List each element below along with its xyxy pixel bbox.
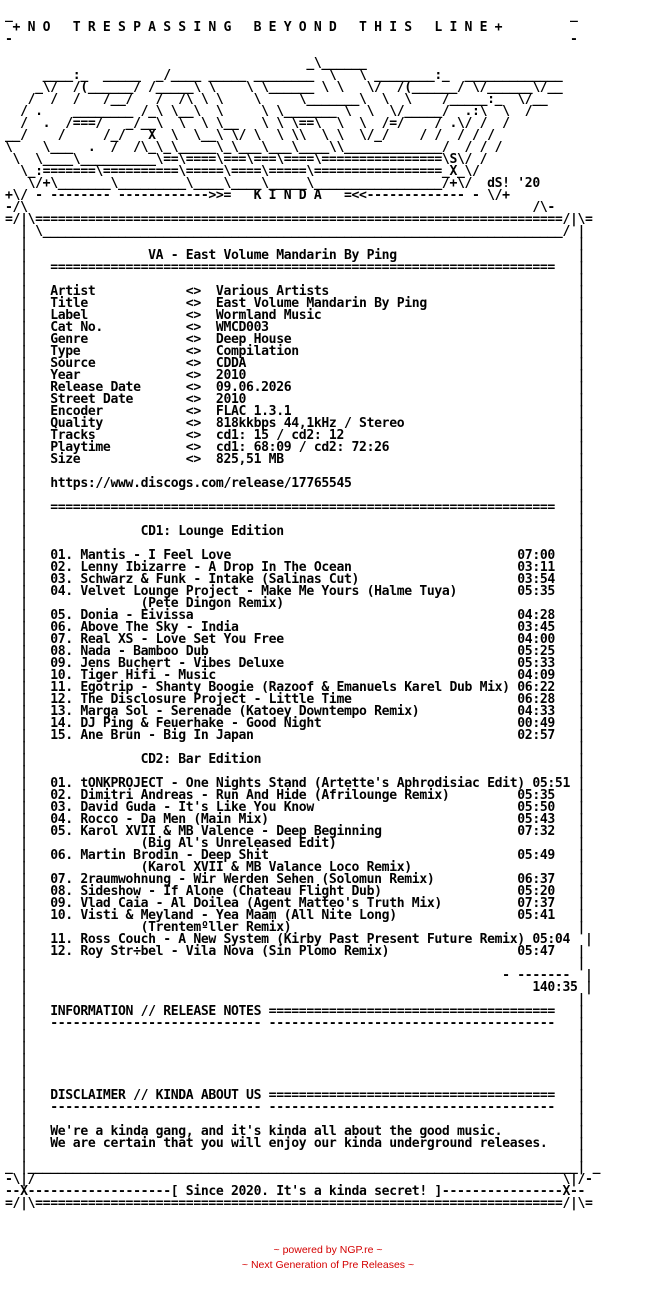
nfo-line: | Year <> 2010 | bbox=[5, 368, 586, 383]
nfo-line: | Cat No. <> WMCD003 | bbox=[5, 320, 586, 335]
nfo-line: | Quality <> 818kkbps 44,1kHz / Stereo | bbox=[5, 416, 586, 431]
nfo-line: +\/ - -------- ------------>>= K I N D A =<<------------- - \/+ bbox=[5, 188, 510, 203]
nfo-line: | VA - East Volume Mandarin By Ping | bbox=[5, 248, 586, 263]
nfo-line: | ---------------------------- -------------------------------------- | bbox=[5, 1100, 586, 1115]
nfo-line: | 06. Above The Sky - India 03:45 | bbox=[5, 620, 586, 635]
nfo-line: | 01. tONKPROJECT - One Nights Stand (Artette's Aphrodisiac Edit) 05:51 | bbox=[5, 776, 586, 791]
nfo-line: =/|\======================================================================/|\= bbox=[5, 1196, 593, 1211]
nfo-line: | (Karol XVII & MB Valance Loco Remix) | bbox=[5, 860, 586, 875]
nfo-line: | CD2: Bar Edition | bbox=[5, 752, 586, 767]
nfo-line: _ _ bbox=[5, 8, 578, 23]
nfo-line: | We are certain that you will enjoy our kinda underground releases. | bbox=[5, 1136, 586, 1151]
nfo-line: | 15. Ane Brun - Big In Japan 02:57 | bbox=[5, 728, 586, 743]
nfo-line: | | bbox=[5, 992, 586, 1007]
nfo-line: | Type <> Compilation | bbox=[5, 344, 586, 359]
nfo-line: \_:=======\==========\=====\====\=====\=================_X_\/ bbox=[5, 164, 480, 179]
nfo-line: / . /===/ _/__\ \ \ \__ \ \ \==\ \ \ /=/ / .\/ / / bbox=[5, 116, 510, 131]
nfo-line: | \_____________________________________________________________________/ | bbox=[5, 224, 586, 239]
nfo-line: -\|/ \|/- bbox=[5, 1172, 593, 1187]
nfo-line: __/ / /_/ X \ \__\ \/ \ \ \\ \ \ \/_/ / / / / / bbox=[5, 128, 495, 143]
nfo-line: --X-------------------[ Since 2020. It's a kinda secret! ]----------------X-- bbox=[5, 1184, 586, 1199]
nfo-line: | Release Date <> 09.06.2026 | bbox=[5, 380, 586, 395]
nfo-line: | | bbox=[5, 236, 586, 251]
nfo-line: | | bbox=[5, 764, 586, 779]
nfo-line: | 05. Karol XVII & MB Valence - Deep Beginning 07:32 | bbox=[5, 824, 586, 839]
footer bbox=[0, 1243, 656, 1273]
nfo-line: | Label <> Wormland Music | bbox=[5, 308, 586, 323]
nfo-line: | (Trentemºller Remix) | bbox=[5, 920, 586, 935]
nfo-line: | 04. Velvet Lounge Project - Make Me Yours (Halme Tuya) 05:35 | bbox=[5, 584, 586, 599]
nfo-line: | 01. Mantis - I Feel Love 07:00 | bbox=[5, 548, 586, 563]
nfo-line: | CD1: Lounge Edition | bbox=[5, 524, 586, 539]
nfo-line: | | bbox=[5, 536, 586, 551]
nfo-line: | | bbox=[5, 1112, 586, 1127]
nfo-line: -/\ /\- bbox=[5, 200, 555, 215]
nfo-line: | 02. Dimitri Andreas - Run And Hide (Afrilounge Remix) 05:35 | bbox=[5, 788, 586, 803]
nfo-line: | 02. Lenny Ibizarre - A Drop In The Ocean 03:11 | bbox=[5, 560, 586, 575]
nfo-line: | =================================================================== | bbox=[5, 260, 586, 275]
nfo-line: | https://www.discogs.com/release/17765545 | bbox=[5, 476, 586, 491]
nfo-line: | 12. Roy Str÷bel - Vila Nova (Sin Plomo Remix) 05:47 | bbox=[5, 944, 586, 959]
nfo-line: | (Pete Dingon Remix) | bbox=[5, 596, 586, 611]
nfo-line: | Title <> East Volume Mandarin By Ping | bbox=[5, 296, 586, 311]
nfo-line: | 140:35 | bbox=[5, 980, 593, 995]
nfo-line: | | bbox=[5, 740, 586, 755]
nfo-line: | 07. Real XS - Love Set You Free 04:00 | bbox=[5, 632, 586, 647]
nfo-line: | We're a kinda gang, and it's kinda all about the good music. | bbox=[5, 1124, 586, 1139]
nfo-line: | 07. 2raumwohnung - Wir Werden Sehen (Solomun Remix) 06:37 | bbox=[5, 872, 586, 887]
nfo-line: =/|\======================================================================/|\= bbox=[5, 212, 593, 227]
nfo-line: | | bbox=[5, 956, 586, 971]
nfo-line: | | bbox=[5, 488, 586, 503]
nfo-line: | 11. Egotrip - Shanty Boogie (Razoof & Emanuels Karel Dub Mix) 06:22 | bbox=[5, 680, 586, 695]
nfo-line: | 05. Donia - Eivissa 04:28 | bbox=[5, 608, 586, 623]
nfo-line: / / / /__/ / /\ \ \ \ \_______\ \ \ /_____:_ \/__ bbox=[5, 92, 548, 107]
nfo-line: | | bbox=[5, 1076, 586, 1091]
powered-by-link[interactable]: ~ powered by NGP.re ~ bbox=[273, 1244, 383, 1256]
nfo-line: | Encoder <> FLAC 1.3.1 | bbox=[5, 404, 586, 419]
nfo-line: | - ------- | bbox=[5, 968, 593, 983]
nfo-line: | 03. Schwarz & Funk - Intake (Salinas Cut) 03:54 | bbox=[5, 572, 586, 587]
nfo-line: | Tracks <> cd1: 15 / cd2: 12 | bbox=[5, 428, 586, 443]
nfo-text-block bbox=[5, 10, 600, 1210]
nfo-line: | 03. David Guda - It's Like You Know 05:50 | bbox=[5, 800, 586, 815]
nfo-line: | Genre <> Deep House | bbox=[5, 332, 586, 347]
nfo-line: | | bbox=[5, 512, 586, 527]
nfo-line: | | bbox=[5, 1052, 586, 1067]
nfo-line: | 10. Tiger Hifi - Music 04:09 | bbox=[5, 668, 586, 683]
nfo-line: / . ________ /_\ \__\ \ \ \_______ \ \ \/_____/ .:\ \ / bbox=[5, 104, 533, 119]
nfo-line: | ---------------------------- -------------------------------------- | bbox=[5, 1016, 586, 1031]
nfo-line: | INFORMATION // RELEASE NOTES ====================================== | bbox=[5, 1004, 586, 1019]
nfo-line: | 09. Vlad Caia - Al Doilea (Agent Matteo's Truth Mix) 07:37 | bbox=[5, 896, 586, 911]
nfo-line: \ \___ . / /\_\_\_____\_\___\___\____\\_____________/ / / / bbox=[5, 140, 503, 155]
nfo-line: | 14. DJ Ping & Feuerhake - Good Night 00:49 | bbox=[5, 716, 586, 731]
nfo-line: \/+\_______\_________\____\____\_____\_________________/+\/ dS! '20 bbox=[5, 176, 540, 191]
nfo-line: | 12. The Disclosure Project - Little Time 06:28 | bbox=[5, 692, 586, 707]
tagline-link[interactable]: ~ Next Generation of Pre Releases ~ bbox=[241, 1259, 415, 1271]
nfo-line: _\/ /(______/ /_____\ \ \ \______ \ \ \/ /(______/ \/______\/__ bbox=[5, 80, 563, 95]
nfo-line: | DISCLAIMER // KINDA ABOUT US ====================================== | bbox=[5, 1088, 586, 1103]
nfo-line: | | bbox=[5, 1148, 586, 1163]
nfo-line: _ |_________________________________________________________________________| _ bbox=[5, 1160, 601, 1175]
nfo-line: | Source <> CDDA | bbox=[5, 356, 586, 371]
nfo-line: | 04. Rocco - Da Men (Main Mix) 05:43 | bbox=[5, 812, 586, 827]
nfo-line: | | bbox=[5, 272, 586, 287]
nfo-line: | =================================================================== | bbox=[5, 500, 586, 515]
nfo-line: - - bbox=[5, 32, 578, 47]
nfo-line: _\______ bbox=[5, 56, 367, 71]
nfo-line: | 06. Martin Brodin - Deep Shit 05:49 | bbox=[5, 848, 586, 863]
nfo-line: | 13. Marga Sol - Serenade (Katoey Downtempo Remix) 04:33 | bbox=[5, 704, 586, 719]
nfo-line: | Playtime <> cd1: 68:09 / cd2: 72:26 | bbox=[5, 440, 586, 455]
nfo-line: | 08. Sideshow - If Alone (Chateau Flight Dub) 05:20 | bbox=[5, 884, 586, 899]
nfo-line: | Size <> 825,51 MB | bbox=[5, 452, 586, 467]
nfo-line: | | bbox=[5, 1064, 586, 1079]
nfo-line: | 08. Nada - Bamboo Dub 05:25 | bbox=[5, 644, 586, 659]
nfo-line: | 09. Jens Buchert - Vibes Deluxe 05:33 | bbox=[5, 656, 586, 671]
nfo-line: | (Big Al's Unreleased Edit) | bbox=[5, 836, 586, 851]
nfo-line: ____:_ _____ _/____ _____ ________ \ \ ________:_ _____________ bbox=[5, 68, 563, 83]
nfo-line: \ \____\__________\==\====\===\===\====\================\S\/ / bbox=[5, 152, 488, 167]
nfo-line: | | bbox=[5, 464, 586, 479]
nfo-line: + N O T R E S P A S S I N G B E Y O N D T H I S L I N E + bbox=[5, 20, 503, 35]
nfo-line: | | bbox=[5, 1040, 586, 1055]
nfo-line: | Artist <> Various Artists | bbox=[5, 284, 586, 299]
nfo-line: | 10. Visti & Meyland - Yea Maam (All Nite Long) 05:41 | bbox=[5, 908, 586, 923]
nfo-line: | 11. Ross Couch - A New System (Kirby Past Present Future Remix) 05:04 | bbox=[5, 932, 593, 947]
nfo-line: | | bbox=[5, 1028, 586, 1043]
nfo-line: | Street Date <> 2010 | bbox=[5, 392, 586, 407]
